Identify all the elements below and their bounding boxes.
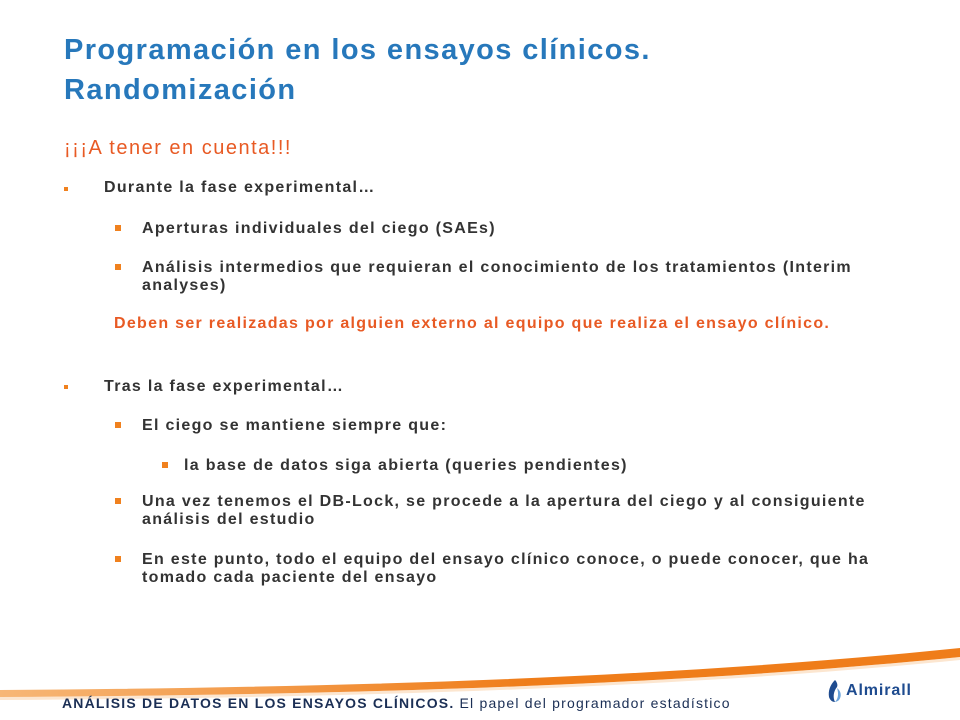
square-bullet-icon (115, 498, 121, 504)
square-bullet-icon (64, 385, 68, 389)
section-heading: Durante la fase experimental… (104, 179, 376, 196)
title-line-1: Programación en los ensayos clínicos. (64, 34, 651, 66)
square-bullet-icon (115, 264, 121, 270)
almirall-logo (826, 679, 926, 703)
section-heading: Tras la fase experimental… (104, 378, 345, 395)
square-bullet-icon (162, 462, 168, 468)
bullet-point: El ciego se mantiene siempre que: (142, 417, 448, 434)
square-bullet-icon (64, 187, 68, 191)
footer-course-subtitle: El papel del programador estadístico (459, 695, 731, 711)
bullet-point: En este punto, todo el equipo del ensayo clínico conoce, o puede conocer, que ha tomado cada paciente del ensayo (142, 551, 870, 586)
slide-subtitle: ¡¡¡A tener en cuenta!!! (64, 137, 292, 159)
sub-bullet-point: la base de datos siga abierta (queries pendientes) (184, 457, 628, 474)
square-bullet-icon (115, 225, 121, 231)
logo-wordmark: Almirall (846, 682, 912, 699)
bullet-point: Aperturas individuales del ciego (SAEs) (142, 220, 496, 237)
square-bullet-icon (115, 422, 121, 428)
almirall-logo-icon (826, 679, 844, 703)
square-bullet-icon (115, 556, 121, 562)
highlight-note: Deben ser realizadas por alguien externo al equipo que realiza el ensayo clínico. (114, 315, 831, 332)
footer-course-title: ANÁLISIS DE DATOS EN LOS ENSAYOS CLÍNICOS. (62, 695, 455, 711)
bullet-point: Una vez tenemos el DB-Lock, se procede a la apertura del ciego y al consiguiente análisis del estudio (142, 493, 866, 528)
slide-title (64, 30, 651, 110)
title-line-2: Randomización (64, 74, 297, 106)
bullet-point: Análisis intermedios que requieran el conocimiento de los tratamientos (Interim analyses) (142, 259, 852, 294)
footer-caption (62, 695, 731, 711)
